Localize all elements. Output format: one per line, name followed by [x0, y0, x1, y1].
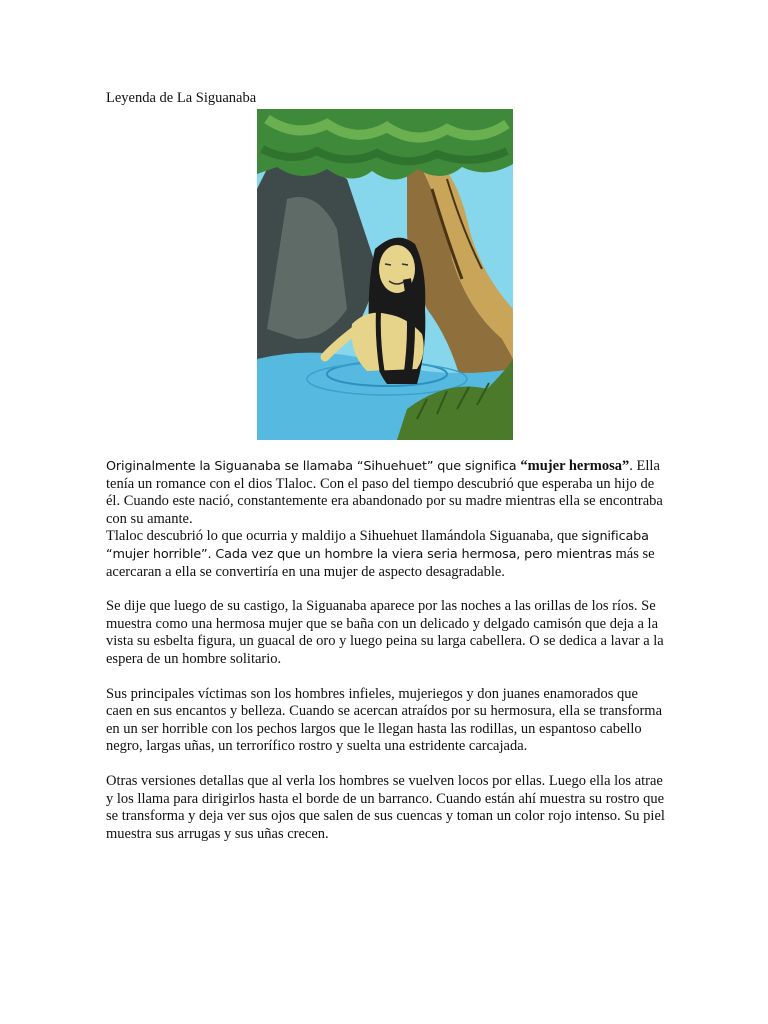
siguanaba-illustration [257, 109, 513, 440]
paragraph-1-bold-text: “mujer hermosa” [520, 458, 630, 474]
paragraph-5: Otras versiones detallas que al verla los hombres se vuelven locos por ellas. Luego ella los atrae y los llama para dirigirlos hasta el borde de un barranco. Cuando están ahí muestra su rostro que se transforma y deja ver sus ojos que salen de sus cuencas y toman un color rojo intenso. Su piel muestra sus arrugas y sus uñas crecen. [106, 772, 665, 842]
paragraph-1 [106, 458, 666, 528]
paragraph-2 [106, 528, 666, 581]
paragraph-2-sans-text: significaba “mujer horrible”. Cada vez que un hombre la viera seria hermosa, pero mientras [106, 529, 649, 562]
paragraph-3: Se dije que luego de su castigo, la Siguanaba aparece por las noches a las orillas de los ríos. Se muestra como una hermosa mujer que se baña con un delicado y delgado camisón que deja a la vista su esbelta figura, un guacal de oro y luego peina su larga cabellera. O se dedica a lavar a la espera de un hombre solitario. [106, 598, 664, 667]
paragraph-1-sans-text: Originalmente la Siguanaba se llamaba “Sihuehuet” que significa [106, 459, 521, 474]
paragraph-1-text: . Ella tenía un romance con el dios Tlaloc. Con el paso del tiempo descubrió que esperaba un hijo de él. Cuando este nació, constantemente era abandonado por su madre mientras ella se encontraba con su amante. [106, 458, 663, 527]
paragraph-2-text-c: más se acercaran a ella se convertiría en una mujer de aspecto desagradable. [106, 545, 655, 580]
document-body [106, 458, 666, 843]
document-title: Leyenda de La Siguanaba [106, 90, 257, 106]
paragraph-2-text-a: Tlaloc descubrió lo que ocurria y maldijo a Sihuehuet llamándola Siguanaba, que [106, 528, 582, 545]
paragraph-4: Sus principales víctimas son los hombres infieles, mujeriegos y don juanes enamorados que caen en sus encantos y belleza. Cuando se acercan atraídos por su hermosura, ella se transforma en un ser horrible con los pechos largos que le llegan hasta las rodillas, un espantoso cabello negro, largas uñas, un terrorífico rostro y suelta una estridente carcajada. [106, 685, 663, 755]
